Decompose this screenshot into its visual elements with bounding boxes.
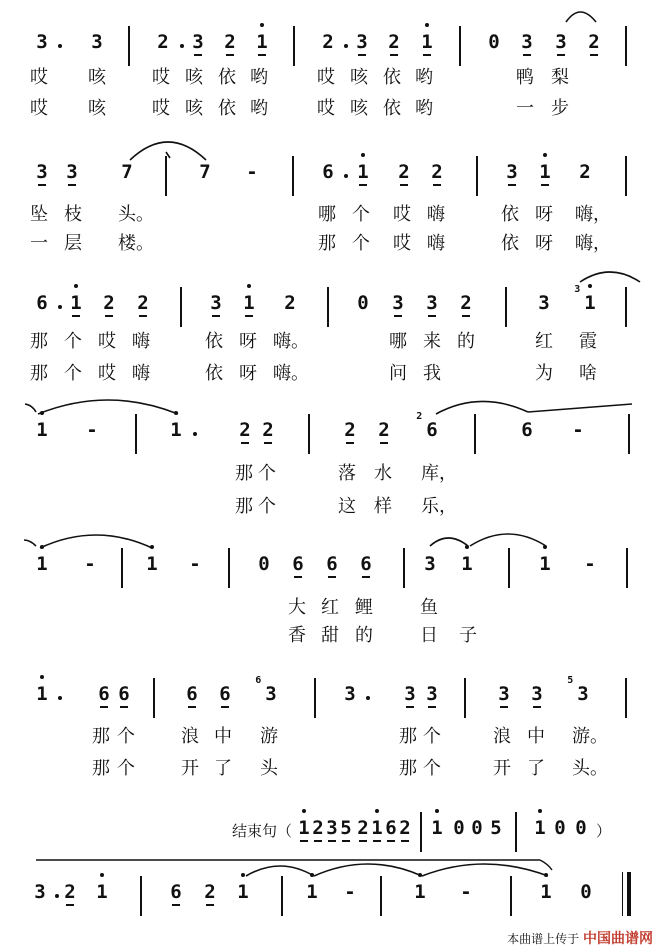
lyric: 香 (288, 625, 306, 646)
note: - (86, 419, 98, 441)
note: 1 (163, 418, 189, 442)
dot (344, 44, 348, 48)
lyric: 个 (352, 204, 370, 225)
lyric: 咳 (88, 67, 106, 88)
note: 2 (96, 291, 122, 315)
lyric: 来 (423, 331, 441, 352)
lyric: 哟 (250, 98, 268, 119)
note: 7 (199, 161, 211, 183)
coda-label: 结束句（ (232, 822, 293, 840)
note: 1 (63, 291, 89, 315)
note: 6 (285, 552, 311, 576)
notation-row-2 (0, 156, 659, 196)
lyric: 嗨 (427, 233, 445, 254)
lyric: 鸭 (516, 67, 534, 88)
note: 2 6 (416, 411, 438, 441)
note: 0 (471, 817, 483, 839)
notation-row-6 (0, 675, 659, 718)
lyric: 啥 (579, 363, 597, 384)
barline (293, 26, 295, 66)
lyric: 那 (399, 726, 417, 747)
note: 3 (34, 881, 46, 903)
note: 3 (59, 160, 85, 184)
lyric: 个 (64, 363, 82, 384)
lyric: 呀 (239, 331, 257, 352)
lyric: 哪 (389, 331, 407, 352)
note: 6 (521, 419, 533, 441)
lyric: 乐， (421, 496, 457, 517)
note: 0 (580, 881, 592, 903)
lyric: 浪 (493, 726, 511, 747)
barline (153, 678, 155, 718)
lyric: 鱼 (420, 597, 438, 618)
note: 2 (305, 816, 331, 840)
note: 2 (579, 161, 591, 183)
lyric: 那 (399, 758, 417, 779)
barline (121, 548, 123, 588)
barline (281, 876, 283, 916)
lyric: 嗨 (132, 363, 150, 384)
barline (135, 414, 137, 454)
lyric: 哎 (30, 67, 48, 88)
note: 2 (350, 816, 376, 840)
lyric: 楼。 (118, 233, 154, 254)
note: 3 (385, 291, 411, 315)
note: 2 (371, 418, 397, 442)
note: 6 (91, 682, 117, 706)
note: 3 1 (574, 284, 596, 314)
note: 1 (533, 880, 559, 904)
note: 1 (139, 552, 165, 576)
slur (314, 864, 422, 876)
barline (625, 287, 627, 327)
note: 1 (89, 880, 115, 904)
lyric: 头。 (572, 758, 608, 779)
note: - (344, 881, 356, 903)
lyric: 步 (551, 98, 569, 119)
lyric: 哎 (98, 363, 116, 384)
dot (344, 174, 348, 178)
note: 3 (514, 30, 540, 54)
note: 2 (581, 30, 607, 54)
coda-row (0, 812, 659, 852)
barline (128, 26, 130, 66)
note: 1 (291, 816, 317, 840)
note: 6 (319, 552, 345, 576)
note: 1 (29, 682, 55, 706)
dot (180, 44, 184, 48)
slur (436, 401, 528, 414)
note: 1 (230, 880, 256, 904)
slur (470, 534, 546, 546)
dot (58, 305, 62, 309)
note: 1 (29, 418, 55, 442)
note: 3 (419, 682, 445, 706)
note: 2 (130, 291, 156, 315)
lyric: 呀 (535, 204, 553, 225)
note: - (246, 161, 258, 183)
barline (140, 876, 142, 916)
lyric: 依 (383, 98, 401, 119)
note: 2 (424, 160, 450, 184)
lyric: 库， (421, 463, 457, 484)
note: 0 (554, 817, 566, 839)
barline (625, 678, 627, 718)
lyric: 嗨。 (273, 331, 309, 352)
lyric: 中 (527, 726, 545, 747)
lyric: 个 (352, 233, 370, 254)
note: 1 (364, 816, 390, 840)
lyric: 甜 (321, 625, 339, 646)
coda-close: ） (596, 822, 612, 840)
lyric: 哎 (317, 67, 335, 88)
notation-row-4 (0, 411, 659, 454)
note: 5 (333, 816, 359, 840)
slur (566, 12, 596, 22)
barline (464, 678, 466, 718)
barline (308, 414, 310, 454)
note: - (584, 553, 596, 575)
note: 3 (491, 682, 517, 706)
lyric: 个 (423, 758, 441, 779)
notation-row-5 (0, 548, 659, 588)
note: 3 (349, 30, 375, 54)
lyric: 咳 (185, 67, 203, 88)
note: 2 (381, 30, 407, 54)
lyric: 依 (205, 363, 223, 384)
lyric: 嗨， (575, 204, 611, 225)
note: 1 (249, 30, 275, 54)
lyric: 哎 (393, 233, 411, 254)
lyric: 哟 (250, 67, 268, 88)
footer (507, 928, 653, 948)
barline (180, 287, 182, 327)
lyric: 那 (92, 758, 110, 779)
note: 3 (524, 682, 550, 706)
note: 5 (490, 817, 502, 839)
barline (459, 26, 461, 66)
lyric: 游。 (572, 726, 608, 747)
lyric: 中 (214, 726, 232, 747)
note: 3 (203, 291, 229, 315)
barline (228, 548, 230, 588)
barline (292, 156, 294, 196)
lyric: 嗨 (427, 204, 445, 225)
note: 6 (212, 682, 238, 706)
note: 6 3 (255, 675, 277, 705)
lyric: 那 (235, 496, 253, 517)
lyric: 依 (383, 67, 401, 88)
lyric: 鲤 (355, 597, 373, 618)
note: 1 (527, 816, 553, 840)
note: 3 (29, 160, 55, 184)
barline (165, 156, 167, 196)
lyric: 哎 (317, 98, 335, 119)
lyric: 那 (30, 363, 48, 384)
lyric: 水 (374, 463, 392, 484)
note: 2 (337, 418, 363, 442)
barline (327, 287, 329, 327)
lyric: 我 (423, 363, 441, 384)
lyric: 呀 (535, 233, 553, 254)
lyric: 个 (258, 496, 276, 517)
lyric: 红 (321, 597, 339, 618)
note: 2 (57, 880, 83, 904)
note: 0 (357, 292, 369, 314)
lyric: 浪 (181, 726, 199, 747)
barline (403, 548, 405, 588)
note: - (572, 419, 584, 441)
note: 6 (36, 292, 48, 314)
lyric: 那 (318, 233, 336, 254)
note: 6 (353, 552, 379, 576)
note: 1 (454, 552, 480, 576)
barline (380, 876, 382, 916)
barline (626, 548, 628, 588)
lyric: 了 (527, 758, 545, 779)
slur (40, 535, 152, 548)
lyric: 哎 (393, 204, 411, 225)
lyric: 子 (459, 625, 477, 646)
lyric: 样 (374, 496, 392, 517)
note: 2 (157, 31, 169, 53)
note: 1 (236, 291, 262, 315)
lyric: 个 (258, 463, 276, 484)
note: 1 (532, 160, 558, 184)
barline (625, 156, 627, 196)
dot (193, 432, 197, 436)
note: 0 (575, 817, 587, 839)
lyric: 咳 (88, 98, 106, 119)
lyric: 一 (30, 233, 48, 254)
footer-text: 本曲谱上传于 (507, 932, 580, 946)
slur (38, 400, 178, 414)
slur (430, 538, 468, 546)
slur (580, 272, 640, 282)
lyric: 依 (218, 67, 236, 88)
lyric: 头 (260, 758, 278, 779)
note: 3 (548, 30, 574, 54)
note: 1 (299, 880, 325, 904)
note: 3 (538, 292, 550, 314)
note: 2 (255, 418, 281, 442)
barline (420, 812, 422, 852)
lyric: 坠 (30, 204, 48, 225)
note: 2 (217, 30, 243, 54)
note: 2 (392, 816, 418, 840)
lyric: 霞 (579, 331, 597, 352)
slur (246, 866, 314, 876)
barline (505, 287, 507, 327)
lyric: 游 (260, 726, 278, 747)
lyric: 依 (501, 204, 519, 225)
note: 0 (488, 31, 500, 53)
note: 3 (36, 31, 48, 53)
lyric: 红 (535, 331, 553, 352)
lyric: 个 (117, 758, 135, 779)
lyric: 依 (218, 98, 236, 119)
note: 2 (284, 292, 296, 314)
slur (25, 404, 36, 412)
dot (366, 696, 370, 700)
barline (508, 548, 510, 588)
lyric: 头。 (118, 204, 154, 225)
dot (58, 44, 62, 48)
lyric: 哪 (318, 204, 336, 225)
lyric: 这 (338, 496, 356, 517)
lyric: 个 (423, 726, 441, 747)
note: 3 (424, 553, 436, 575)
lyric: 咳 (185, 98, 203, 119)
note: 1 (29, 552, 55, 576)
final-barline-thick (627, 872, 631, 916)
lyric: 为 (535, 363, 553, 384)
barline (510, 876, 512, 916)
note: 3 (319, 816, 345, 840)
note: 1 (407, 880, 433, 904)
slur (24, 540, 36, 546)
notation-row-3 (0, 284, 659, 327)
note: 2 (391, 160, 417, 184)
notation-row-7 (0, 876, 659, 916)
note: 5 3 (567, 675, 589, 705)
slur (540, 860, 552, 870)
lyric: 开 (493, 758, 511, 779)
barline (476, 156, 478, 196)
note: - (189, 553, 201, 575)
lyric: 梨 (551, 67, 569, 88)
note: 6 (163, 880, 189, 904)
lyric: 枝 (64, 204, 82, 225)
note: 2 (453, 291, 479, 315)
lyric: 开 (181, 758, 199, 779)
lyric: 哟 (415, 98, 433, 119)
note: 3 (91, 31, 103, 53)
note: - (84, 553, 96, 575)
lyric: 哎 (98, 331, 116, 352)
note: 1 (424, 816, 450, 840)
note: 6 (111, 682, 137, 706)
note: 2 (232, 418, 258, 442)
lyric: 咳 (350, 98, 368, 119)
note: 3 (185, 30, 211, 54)
note: 3 (419, 291, 445, 315)
lyric: 哎 (152, 98, 170, 119)
barline (474, 414, 476, 454)
lyric: 个 (117, 726, 135, 747)
note: 6 (378, 816, 404, 840)
lyric: 那 (30, 331, 48, 352)
lyric: 嗨。 (273, 363, 309, 384)
lyric: 那 (235, 463, 253, 484)
final-barline-thin (622, 872, 623, 916)
lyric: 日 (420, 625, 438, 646)
lyric: 层 (64, 233, 82, 254)
lyric: 大 (288, 597, 306, 618)
lyric: 嗨， (575, 233, 611, 254)
lyric: 依 (205, 331, 223, 352)
notation-row-1 (0, 26, 659, 66)
barline (515, 812, 517, 852)
note: 1 (414, 30, 440, 54)
lyric: 的 (457, 331, 475, 352)
lyric: 问 (389, 363, 407, 384)
lyric: 哎 (30, 98, 48, 119)
note: 6 (179, 682, 205, 706)
slur (528, 404, 632, 412)
lyric: 咳 (350, 67, 368, 88)
note: 3 (397, 682, 423, 706)
note: 1 (532, 552, 558, 576)
barline (314, 678, 316, 718)
lyric: 哟 (415, 67, 433, 88)
barline (628, 414, 630, 454)
site-logo[interactable]: 中国曲谱网 (583, 931, 653, 947)
note: 6 (322, 161, 334, 183)
note: 0 (258, 553, 270, 575)
note: 3 (499, 160, 525, 184)
lyric: 呀 (239, 363, 257, 384)
lyric: 落 (338, 463, 356, 484)
lyric: 那 (92, 726, 110, 747)
lyric: 的 (355, 625, 373, 646)
note: 2 (322, 31, 334, 53)
note: 3 (344, 683, 356, 705)
barline (625, 26, 627, 66)
slur (422, 864, 548, 876)
note: 7 (121, 161, 133, 183)
note: 0 (453, 817, 465, 839)
lyric: 依 (501, 233, 519, 254)
lyric: 个 (64, 331, 82, 352)
lyric: 嗨 (132, 331, 150, 352)
dot (58, 696, 62, 700)
note: - (460, 881, 472, 903)
lyric: 哎 (152, 67, 170, 88)
note: 1 (350, 160, 376, 184)
note: 2 (197, 880, 223, 904)
lyric: 一 (516, 98, 534, 119)
lyric: 了 (214, 758, 232, 779)
